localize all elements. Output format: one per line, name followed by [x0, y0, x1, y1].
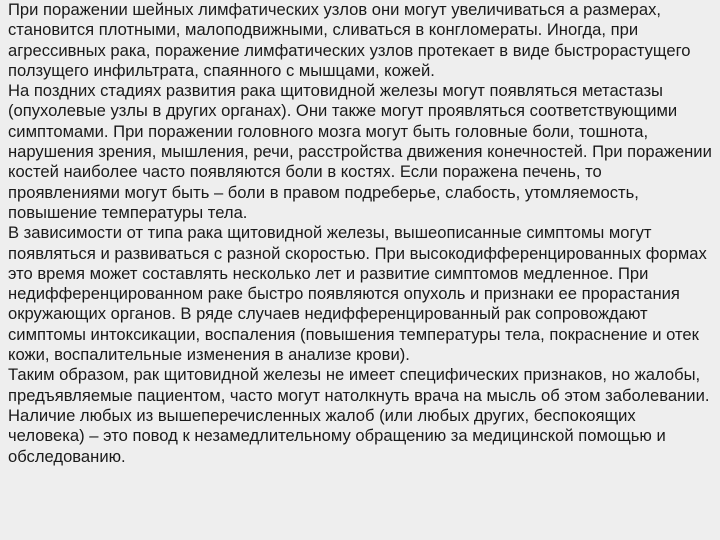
- document-page: [8, 0, 714, 540]
- paragraph-conclusion: Таким образом, рак щитовидной железы не имеет специфических признаков, но жалобы, предъявляемые пациентом, часто могут натолкнуть врача на мысль об этом заболевании.: [8, 365, 710, 405]
- paragraph-cancer-types: В зависимости от типа рака щитовидной железы, вышеописанные симптомы могут появляться и развиваться с разной скоростью. При высокодифференцированных формах это время может составлять несколько лет и развитие симптомов медленное. При недифференцированном раке быстро появляются опухоль и признаки ее прорастания окружающих органов. В ряде случаев недифференцированный рак сопровождают симптомы интоксикации, воспаления (повышения температуры тела, покраснение и отек кожи, воспалительные изменения в анализе крови).: [8, 223, 707, 365]
- paragraph-recommendation: Наличие любых из вышеперечисленных жалоб (или любых других, беспокоящих человека) – это повод к незамедлительному обращению за медицинской помощью и обследованию.: [8, 405, 666, 466]
- paragraph-lymph-nodes: При поражении шейных лимфатических узлов они могут увеличиваться а размерах, становится плотными, малоподвижными, сливаться в конгломераты. Иногда, при агрессивных рака, поражение лимфатических узлов протекает в виде быстрорастущего ползущего инфильтрата, спаянного с мышцами, кожей.: [8, 0, 691, 80]
- document-body: [8, 0, 714, 467]
- paragraph-metastases: На поздних стадиях развития рака щитовидной железы могут появляться метастазы (опухолевые узлы в других органах). Они также могут проявляться соответствующими симптомами. При поражении головного мозга могут быть головные боли, тошнота, нарушения зрения, мышления, речи, расстройства движения конечностей. При поражении костей наиболее часто появляются боли в костях. Если поражена печень, то проявлениями могут быть – боли в правом подреберье, слабость, утомляемость, повышение температуры тела.: [8, 81, 712, 222]
